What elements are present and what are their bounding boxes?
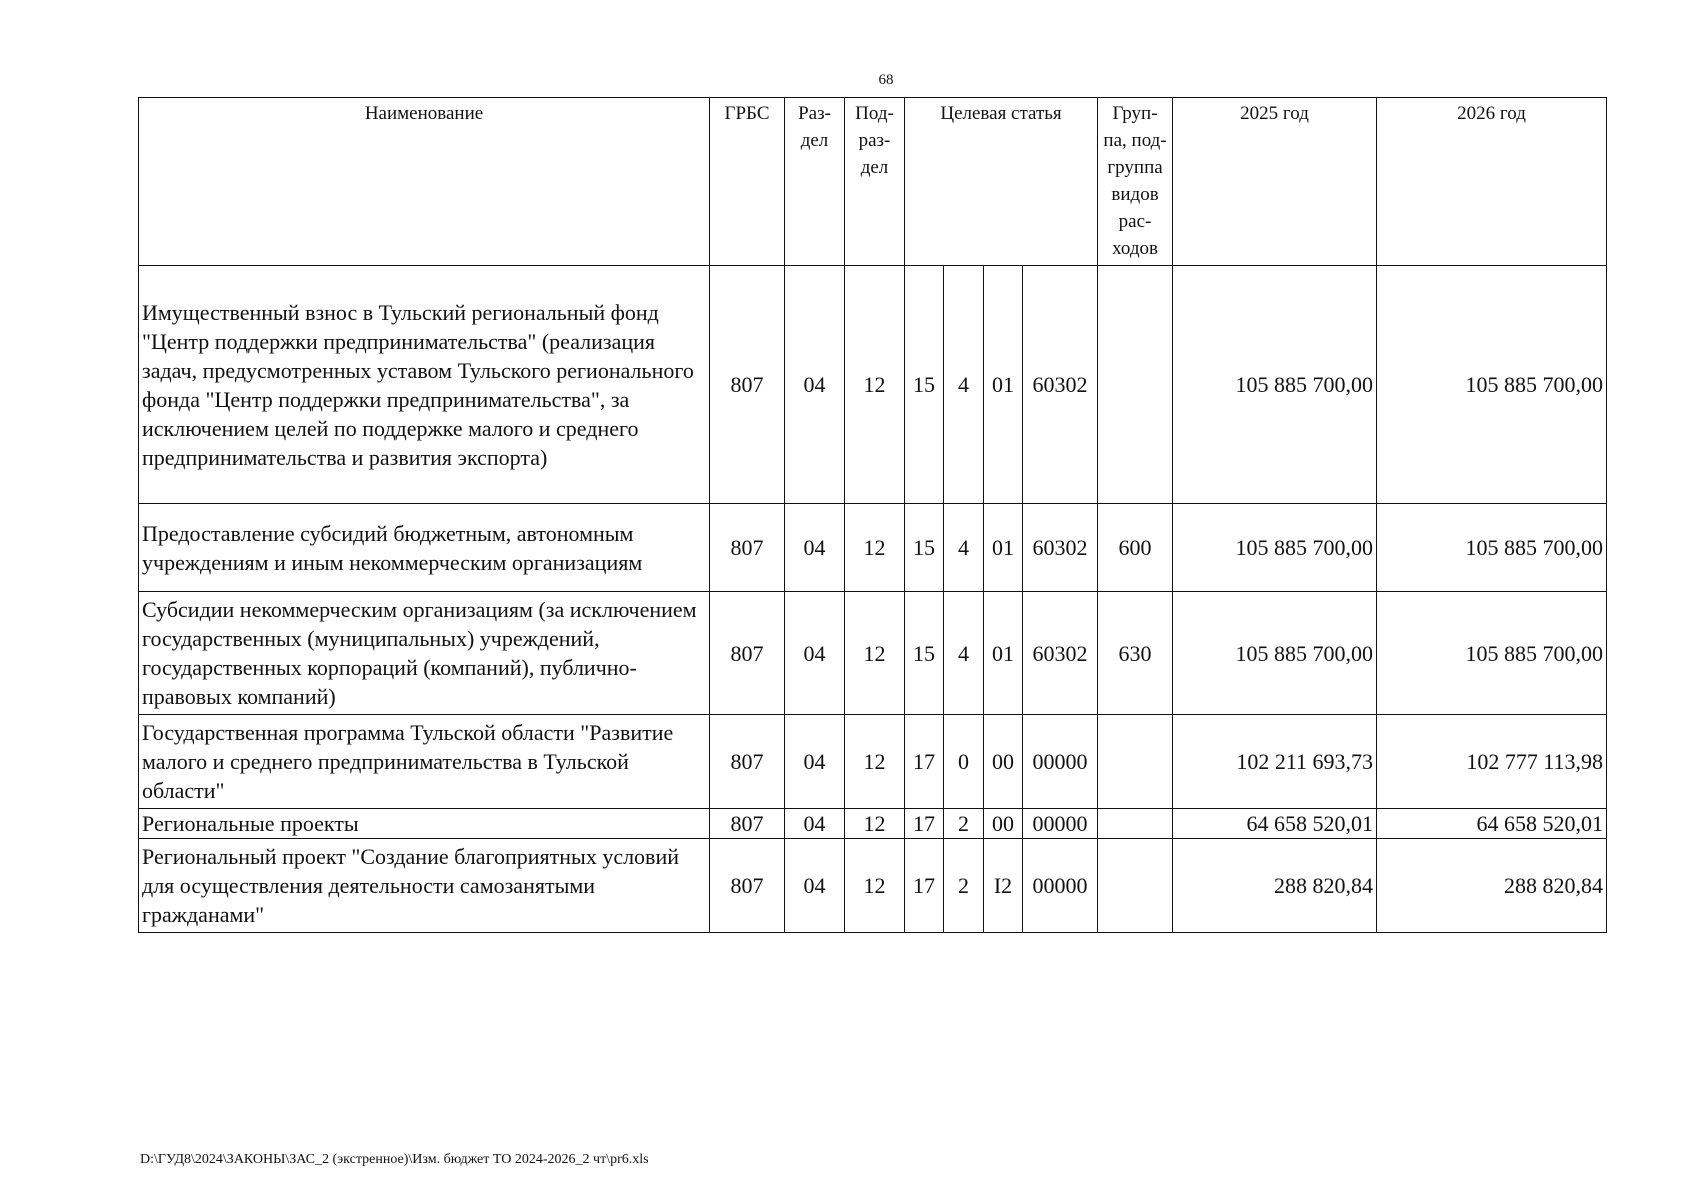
header-2025: 2025 год: [1173, 98, 1377, 266]
cell-grbs: 807: [710, 504, 785, 592]
cell-razdel: 04: [785, 839, 845, 933]
cell-2026: 64 658 520,01: [1377, 809, 1607, 839]
cell-2025: 105 885 700,00: [1173, 592, 1377, 715]
cell-target-4: 60302: [1023, 266, 1098, 504]
cell-2025: 288 820,84: [1173, 839, 1377, 933]
cell-target-3: 01: [984, 504, 1023, 592]
cell-razdel: 04: [785, 266, 845, 504]
footer-file-path: D:\ГУД8\2024\ЗАКОНЫ\ЗАС_2 (экстренное)\Изм. бюджет ТО 2024-2026_2 чт\pr6.xls: [140, 1152, 649, 1167]
cell-target-4: 00000: [1023, 809, 1098, 839]
cell-podrazdel: 12: [845, 504, 905, 592]
cell-podrazdel: 12: [845, 592, 905, 715]
cell-grbs: 807: [710, 809, 785, 839]
cell-expense-group: 600: [1098, 504, 1173, 592]
header-razdel: Раз- дел: [785, 98, 845, 266]
cell-target-2: 0: [944, 715, 984, 809]
cell-target-3: 00: [984, 715, 1023, 809]
cell-name: Предоставление субсидий бюджетным, автономным учреждениям и иным некоммерческим организациям: [139, 504, 710, 592]
cell-expense-group: [1098, 809, 1173, 839]
cell-target-2: 4: [944, 504, 984, 592]
cell-expense-group: 630: [1098, 592, 1173, 715]
cell-target-4: 00000: [1023, 839, 1098, 933]
cell-target-2: 2: [944, 809, 984, 839]
cell-target-1: 15: [905, 504, 944, 592]
cell-2026: 102 777 113,98: [1377, 715, 1607, 809]
cell-podrazdel: 12: [845, 839, 905, 933]
cell-target-3: I2: [984, 839, 1023, 933]
header-podrazdel: Под- раз- дел: [845, 98, 905, 266]
header-2026: 2026 год: [1377, 98, 1607, 266]
header-name: Наименование: [139, 98, 710, 266]
cell-target-3: 00: [984, 809, 1023, 839]
header-target-article: Целевая статья: [905, 98, 1098, 266]
cell-target-1: 15: [905, 592, 944, 715]
cell-grbs: 807: [710, 715, 785, 809]
cell-name: Государственная программа Тульской области "Развитие малого и среднего предпринимательства в Тульской области": [139, 715, 710, 809]
budget-table: [138, 97, 1607, 933]
cell-target-3: 01: [984, 592, 1023, 715]
cell-target-4: 00000: [1023, 715, 1098, 809]
cell-2026: 288 820,84: [1377, 839, 1607, 933]
header-expense-group: Груп- па, под- группа видов рас- ходов: [1098, 98, 1173, 266]
page-number: 68: [878, 72, 894, 88]
cell-razdel: 04: [785, 715, 845, 809]
cell-podrazdel: 12: [845, 715, 905, 809]
cell-expense-group: [1098, 715, 1173, 809]
header-grbs: ГРБС: [710, 98, 785, 266]
cell-target-1: 17: [905, 839, 944, 933]
cell-2026: 105 885 700,00: [1377, 592, 1607, 715]
cell-target-1: 17: [905, 715, 944, 809]
cell-razdel: 04: [785, 592, 845, 715]
cell-grbs: 807: [710, 839, 785, 933]
cell-target-1: 15: [905, 266, 944, 504]
cell-2025: 105 885 700,00: [1173, 504, 1377, 592]
cell-2025: 102 211 693,73: [1173, 715, 1377, 809]
cell-target-2: 2: [944, 839, 984, 933]
cell-name: Имущественный взнос в Тульский региональный фонд "Центр поддержки предпринимательства" (реализация задач, предусмотренных уставом Тульского регионального фонда "Центр поддержки предпринимательства", за исключением целей по поддержке малого и среднего предпринимательства и развития экспорта): [139, 266, 710, 504]
table-row: [139, 592, 1607, 715]
cell-podrazdel: 12: [845, 266, 905, 504]
cell-target-4: 60302: [1023, 504, 1098, 592]
cell-razdel: 04: [785, 504, 845, 592]
cell-2026: 105 885 700,00: [1377, 266, 1607, 504]
table-row: [139, 266, 1607, 504]
cell-name: Региональный проект "Создание благоприятных условий для осуществления деятельности самозанятыми гражданами": [139, 839, 710, 933]
cell-target-4: 60302: [1023, 592, 1098, 715]
cell-grbs: 807: [710, 592, 785, 715]
cell-expense-group: [1098, 266, 1173, 504]
cell-target-2: 4: [944, 592, 984, 715]
cell-grbs: 807: [710, 266, 785, 504]
table-row: [139, 504, 1607, 592]
cell-name: Региональные проекты: [139, 809, 710, 839]
cell-2026: 105 885 700,00: [1377, 504, 1607, 592]
table-row: [139, 839, 1607, 933]
cell-2025: 64 658 520,01: [1173, 809, 1377, 839]
cell-target-2: 4: [944, 266, 984, 504]
table-row: [139, 715, 1607, 809]
cell-2025: 105 885 700,00: [1173, 266, 1377, 504]
cell-expense-group: [1098, 839, 1173, 933]
cell-razdel: 04: [785, 809, 845, 839]
cell-name: Субсидии некоммерческим организациям (за исключением государственных (муниципальных) учреждений, государственных корпораций (компаний), публично-правовых компаний): [139, 592, 710, 715]
cell-target-1: 17: [905, 809, 944, 839]
table-header-row: [139, 98, 1607, 266]
cell-target-3: 01: [984, 266, 1023, 504]
table-row: [139, 809, 1607, 839]
cell-podrazdel: 12: [845, 809, 905, 839]
